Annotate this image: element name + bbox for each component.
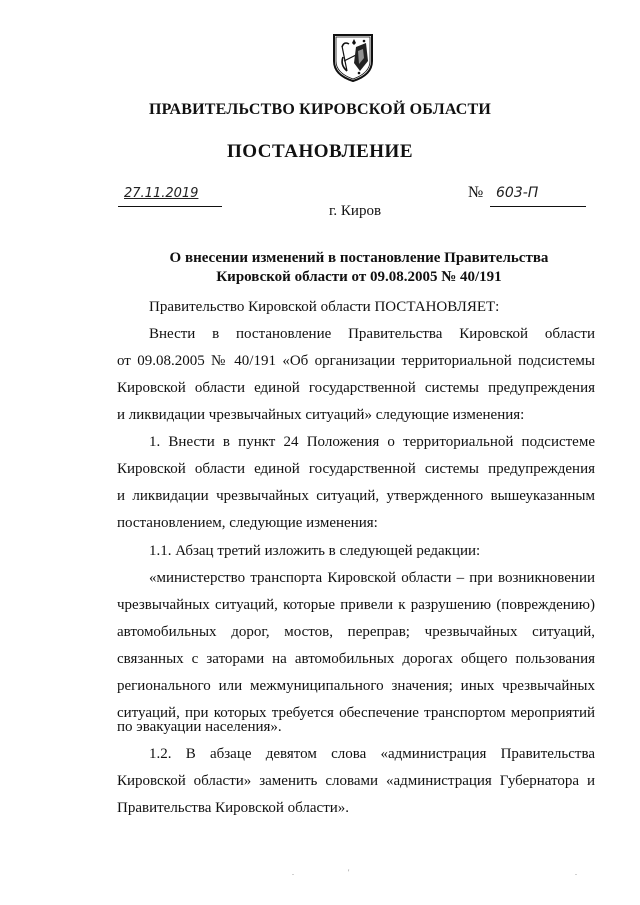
paragraph-line: чрезвычайных ситуаций, которые привели к разрушению (повреждению)	[117, 597, 595, 613]
paragraph-line: Кировской области единой государственной системы предупреждения	[117, 461, 595, 477]
number-sign: №	[468, 184, 484, 201]
scan-mark: .	[292, 868, 294, 877]
date-value: 27.11.2019	[124, 186, 199, 201]
paragraph-line: 1.1. Абзац третий изложить в следующей редакции:	[149, 543, 481, 559]
paragraph-line: Правительства Кировской области».	[117, 800, 350, 816]
paragraph-line: и ликвидации чрезвычайных ситуаций» следующие изменения:	[117, 407, 525, 423]
paragraph-line: связанных с заторами на автомобильных дорогах общего пользования	[117, 651, 595, 667]
paragraph-line: Кировской области» заменить словами «администрация Губернатора и	[117, 773, 595, 789]
document-type-title: ПОСТАНОВЛЕНИЕ	[226, 141, 414, 162]
paragraph-line: автомобильных дорог, мостов, переправ; чрезвычайных ситуаций,	[117, 624, 595, 640]
paragraph-line: от 09.08.2005 № 40/191 «Об организации территориальной подсистемы	[117, 353, 595, 369]
subject-line: О внесении изменений в постановление Правительства	[169, 250, 549, 266]
paragraph-line: и ликвидации чрезвычайных ситуаций, утвержденного вышеуказанным	[117, 488, 595, 504]
scan-mark: .	[575, 868, 577, 877]
kirov-oblast-coat-of-arms-icon	[330, 31, 376, 83]
paragraph-line: Кировской области единой государственной системы предупреждения	[117, 380, 595, 396]
scan-mark: '	[348, 868, 350, 877]
subject-line: Кировской области от 09.08.2005 № 40/191	[216, 269, 502, 285]
organization-title: ПРАВИТЕЛЬСТВО КИРОВСКОЙ ОБЛАСТИ	[148, 101, 492, 118]
paragraph-line: ситуаций, при которых требуется обеспечение транспортом мероприятий	[117, 705, 595, 721]
paragraph-line: Внести в постановление Правительства Кировской области	[149, 326, 595, 342]
paragraph-line: Правительство Кировской области ПОСТАНОВЛЯЕТ:	[149, 299, 500, 315]
paragraph-line: 1. Внести в пункт 24 Положения о территориальной подсистеме	[149, 434, 595, 450]
paragraph-line: «министерство транспорта Кировской области – при возникновении	[149, 570, 595, 586]
document-subject	[0, 249, 640, 287]
paragraph-line: постановлением, следующие изменения:	[117, 515, 378, 531]
paragraph-line: по эвакуации населения».	[117, 719, 282, 735]
city-label: г. Киров	[328, 203, 382, 219]
document-number-value: 603-П	[496, 185, 539, 201]
paragraph-line: регионального или межмуниципального значения; иных чрезвычайных	[117, 678, 595, 694]
paragraph-line: 1.2. В абзаце девятом слова «администрация Правительства	[149, 746, 595, 762]
